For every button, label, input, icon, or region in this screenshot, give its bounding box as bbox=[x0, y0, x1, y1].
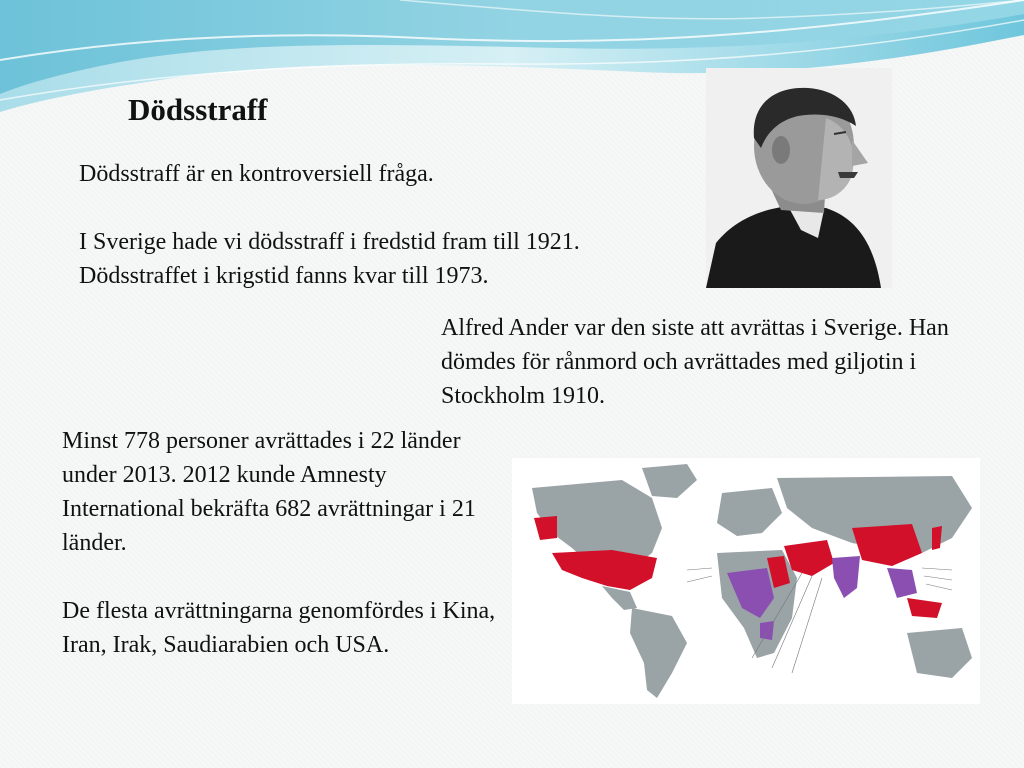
statistics-text bbox=[62, 424, 512, 662]
slide-title: Dödsstraff bbox=[128, 92, 268, 127]
intro-line-1: Dödsstraff är en kontroversiell fråga. bbox=[79, 161, 434, 187]
statistics-paragraph-1: Minst 778 personer avrättades i 22 länder under 2013. 2012 kunde Amnesty International bekräfta 682 avrättningar i 21 länder. bbox=[62, 428, 476, 556]
intro-text bbox=[79, 157, 639, 293]
world-map-image bbox=[512, 458, 980, 704]
portrait-caption: Alfred Ander var den siste att avrättas i Sverige. Han dömdes för rånmord och avrättades med giljotin i Stockholm 1910. bbox=[441, 315, 949, 409]
portrait-photo bbox=[706, 68, 892, 288]
statistics-paragraph-2: De flesta avrättningarna genomfördes i Kina, Iran, Irak, Saudiarabien och USA. bbox=[62, 598, 496, 658]
intro-line-2: I Sverige hade vi dödsstraff i fredstid fram till 1921. Dödsstraffet i krigstid fanns kvar till 1973. bbox=[79, 229, 580, 289]
